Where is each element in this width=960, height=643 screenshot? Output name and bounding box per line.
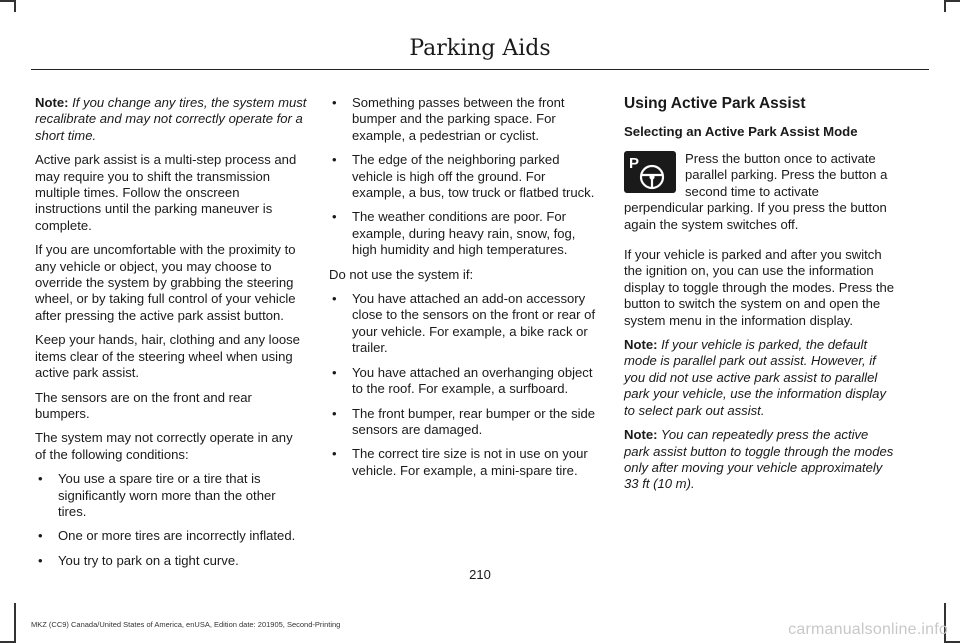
watermark: carmanualsonline.info xyxy=(788,621,948,638)
list-item: • The front bumper, rear bumper or the side sensors are damaged. xyxy=(329,406,601,439)
note-text: If your vehicle is parked, the default mode is parallel park out assist. However, if you did not use active park assist to parallel park your vehicle, use the information display to select park out assist. xyxy=(624,337,887,418)
list-item: • Something passes between the front bumper and the parking space. For example, a pedestrian or cyclist. xyxy=(329,95,601,144)
list-item: • You have attached an overhanging object to the roof. For example, a surfboard. xyxy=(329,365,601,398)
paragraph: Press the button once to activate parallel parking. Press the button a second time to activate perpendicular parking. If you press the button again the system switches off. xyxy=(624,151,888,232)
list-item: • You use a spare tire or a tire that is significantly worn more than the other tires. xyxy=(35,471,307,520)
paragraph: The sensors are on the front and rear bumpers. xyxy=(35,389,252,421)
note-text: If you change any tires, the system must recalibrate and may not correctly operate for a short time. xyxy=(35,95,307,143)
section-heading: Using Active Park Assist xyxy=(624,95,806,112)
column-3 xyxy=(624,95,896,501)
paragraph: Keep your hands, hair, clothing and any loose items clear of the steering wheel when using active park assist. xyxy=(35,332,300,381)
list-item: • You try to park on a tight curve. xyxy=(35,553,307,569)
bullet-list xyxy=(329,291,601,479)
paragraph: Active park assist is a multi-step process and may require you to shift the transmission multiple times. Follow the onscreen instructions until the parking maneuver is complete. xyxy=(35,152,297,233)
crop-mark xyxy=(14,0,16,12)
crop-mark xyxy=(0,0,14,2)
note-text: You can repeatedly press the active park assist button to toggle through the modes only after moving your vehicle approximately 33 ft (10 m). xyxy=(624,427,894,492)
bullet-list xyxy=(35,471,307,569)
crop-mark xyxy=(946,0,960,2)
subsection-heading: Selecting an Active Park Assist Mode xyxy=(624,124,858,139)
note-label: Note: xyxy=(624,337,658,353)
footer-text: MKZ (CC9) Canada/United States of America, enUSA, Edition date: 201905, Second-Printing xyxy=(31,620,341,629)
note-paragraph xyxy=(624,427,896,493)
paragraph: The system may not correctly operate in any of the following conditions: xyxy=(35,430,293,462)
paragraph: If you are uncomfortable with the proximity to any vehicle or object, you may choose to override the system by grabbing the steering wheel, or by taking full control of your vehicle after pressing the active park assist button. xyxy=(35,242,296,323)
svg-text:P: P xyxy=(629,155,640,172)
bullet-list xyxy=(329,95,601,259)
note-paragraph xyxy=(35,95,307,144)
park-assist-icon xyxy=(624,151,676,193)
paragraph: If your vehicle is parked and after you switch the ignition on, you can use the information display to toggle through the modes. Press the button to switch the system on and open the system menu in the information display. xyxy=(624,247,895,328)
note-label: Note: xyxy=(35,95,69,110)
list-item: • You have attached an add-on accessory close to the sensors on the front or rear of your vehicle. For example, a bike rack or trailer. xyxy=(329,291,601,357)
page-number: 210 xyxy=(469,567,491,582)
list-item: • One or more tires are incorrectly inflated. xyxy=(35,528,307,544)
note-paragraph xyxy=(624,337,896,419)
list-item: • The weather conditions are poor. For example, during heavy rain, snow, fog, high humidity and high temperatures. xyxy=(329,209,601,258)
column-2 xyxy=(329,95,601,487)
list-item: • The correct tire size is not in use on your vehicle. For example, a mini-spare tire. xyxy=(329,446,601,479)
header-divider xyxy=(31,69,929,70)
page-title: Parking Aids xyxy=(409,36,551,61)
crop-mark xyxy=(14,603,16,643)
list-item: • The edge of the neighboring parked vehicle is high off the ground. For example, a bus, tow truck or flatbed truck. xyxy=(329,152,601,201)
note-label: Note: xyxy=(624,427,658,443)
paragraph: Do not use the system if: xyxy=(329,266,474,282)
crop-mark xyxy=(944,0,946,12)
column-1 xyxy=(35,95,307,577)
